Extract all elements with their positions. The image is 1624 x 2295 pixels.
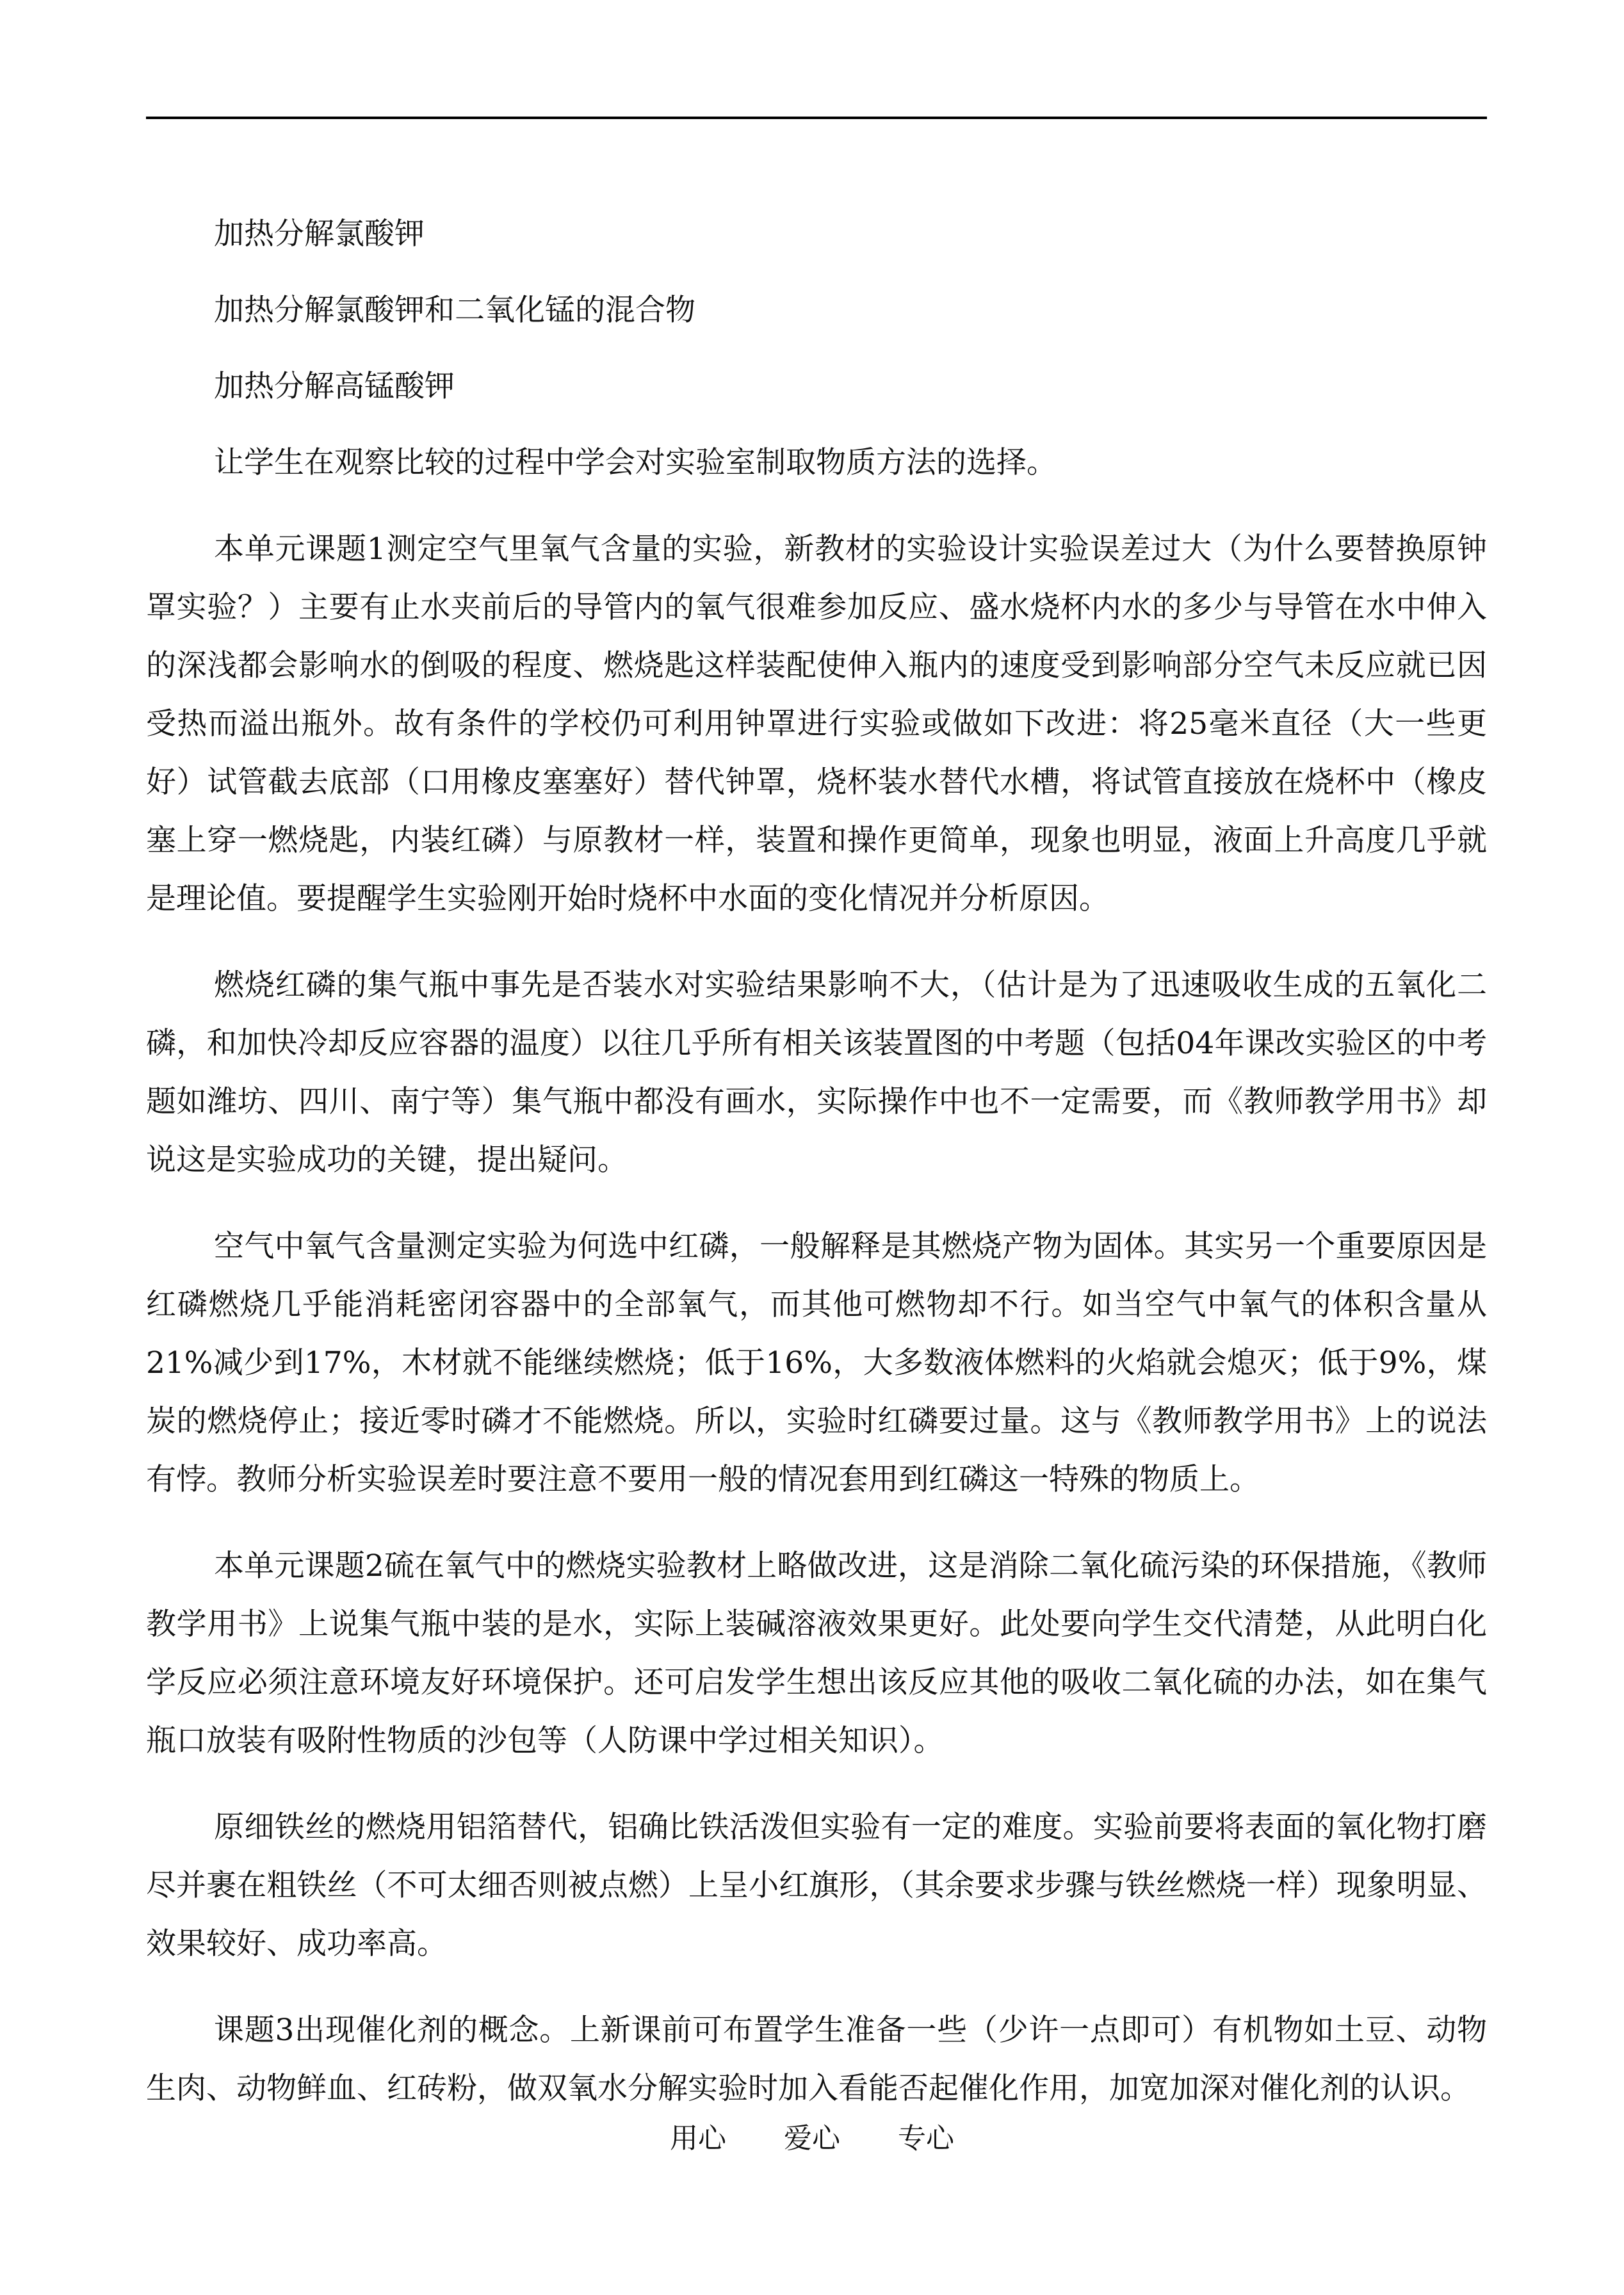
paragraph: 空气中氧气含量测定实验为何选中红磷，一般解释是其燃烧产物为固体。其实另一个重要原因是红磷燃烧几乎能消耗密闭容器中的全部氧气，而其他可燃物却不行。如当空气中氧气的体积含量从21%减少到17%，木材就不能继续燃烧；低于16%，大多数液体燃料的火焰就会熄灭；低于9%，煤炭的燃烧停止；接近零时磷才不能燃烧。所以，实验时红磷要过量。这与《教师教学用书》上的说法有悖。教师分析实验误差时要注意不要用一般的情况套用到红磷这一特殊的物质上。 <box>146 1229 1487 1497</box>
text-line: 加热分解氯酸钾和二氧化锰的混合物 <box>214 293 695 328</box>
paragraph: 原细铁丝的燃烧用铝箔替代，铝确比铁活泼但实验有一定的难度。实验前要将表面的氧化物打磨尽并裹在粗铁丝（不可太细否则被点燃）上呈小红旗形，（其余要求步骤与铁丝燃烧一样）现象明显、效果较好、成功率高。 <box>146 1810 1487 1961</box>
page-footer <box>0 2120 1624 2158</box>
text-line: 加热分解高锰酸钾 <box>214 369 455 404</box>
footer-word: 爱心 <box>784 2122 840 2155</box>
paragraph: 燃烧红磷的集气瓶中事先是否装水对实验结果影响不大，（估计是为了迅速吸收生成的五氧化二磷，和加快冷却反应容器的温度）以往几乎所有相关该装置图的中考题（包括04年课改实验区的中考题如潍坊、四川、南宁等）集气瓶中都没有画水，实际操作中也不一定需要，而《教师教学用书》却说这是实验成功的关键，提出疑问。 <box>146 968 1487 1178</box>
paragraph: 课题3出现催化剂的概念。上新课前可布置学生准备一些（少许一点即可）有机物如土豆、动物生肉、动物鲜血、红砖粉，做双氧水分解实验时加入看能否起催化作用，加宽加深对催化剂的认识。 <box>146 2013 1487 2106</box>
footer-word: 用心 <box>670 2122 726 2155</box>
text-line: 加热分解氯酸钾 <box>214 216 425 252</box>
text-line: 让学生在观察比较的过程中学会对实验室制取物质方法的选择。 <box>214 445 1057 480</box>
paragraph: 本单元课题2硫在氧气中的燃烧实验教材上略做改进，这是消除二氧化硫污染的环保措施，《教师教学用书》上说集气瓶中装的是水，实际上装碱溶液效果更好。此处要向学生交代清楚，从此明白化学反应必须注意环境友好环境保护。还可启发学生想出该反应其他的吸收二氧化硫的办法，如在集气瓶口放装有吸附性物质的沙包等（人防课中学过相关知识）。 <box>146 1548 1487 1758</box>
document-body <box>146 205 1487 2118</box>
paragraph: 本单元课题1测定空气里氧气含量的实验，新教材的实验设计实验误差过大（为什么要替换原钟罩实验？）主要有止水夹前后的导管内的氧气很难参加反应、盛水烧杯内水的多少与导管在水中伸入的深浅都会影响水的倒吸的程度、燃烧匙这样装配使伸入瓶内的速度受到影响部分空气未反应就已因受热而溢出瓶外。故有条件的学校仍可利用钟罩进行实验或做如下改进：将25毫米直径（大一些更好）试管截去底部（口用橡皮塞塞好）替代钟罩，烧杯装水替代水槽，将试管直接放在烧杯中（橡皮塞上穿一燃烧匙，内装红磷）与原教材一样，装置和操作更简单，现象也明显，液面上升高度几乎就是理论值。要提醒学生实验刚开始时烧杯中水面的变化情况并分析原因。 <box>146 531 1487 916</box>
footer-word: 专心 <box>898 2122 954 2155</box>
header-rule <box>146 117 1487 119</box>
